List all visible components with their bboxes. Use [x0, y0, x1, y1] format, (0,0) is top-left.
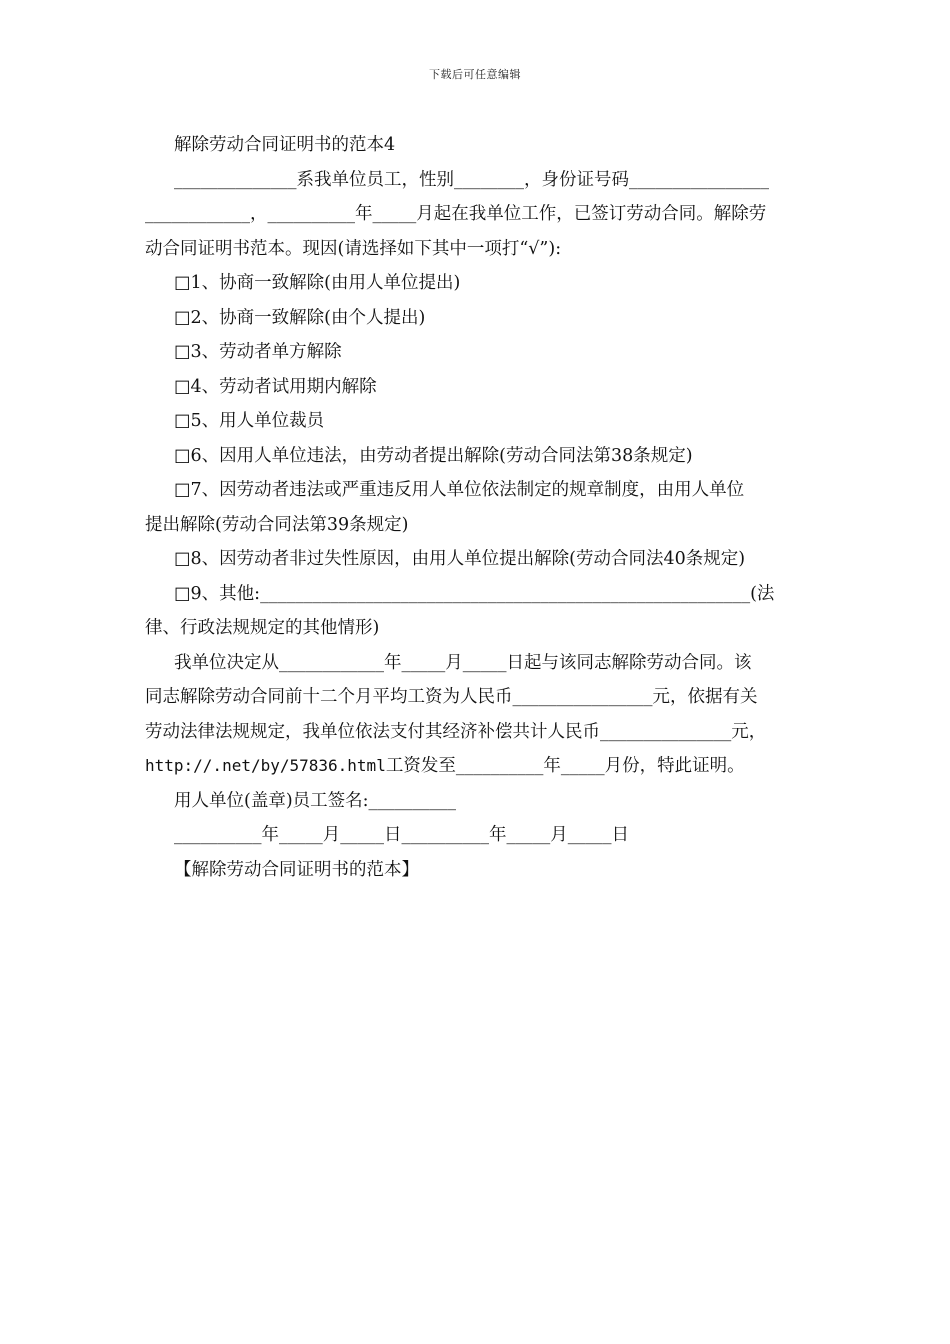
decision-line-1: 我单位决定从____________年_____月_____日起与该同志解除劳动合同。该 — [174, 652, 752, 673]
option-9-line-2: 律、行政法规规定的其他情形) — [145, 618, 380, 638]
option-8: □8、因劳动者非过失性原因，由用人单位提出解除(劳动合同法40条规定) — [174, 549, 746, 569]
footer-title: 【解除劳动合同证明书的范本】 — [174, 859, 419, 880]
page-header-note: 下载后可任意编辑 — [429, 68, 521, 81]
decision-paragraph — [145, 646, 815, 784]
intro-line-2: ____________，__________年_____月起在我单位工作，已签订劳动合同。解除劳 — [145, 204, 767, 224]
decision-url: http://.net/by/57836.html — [145, 756, 386, 775]
document-title: 解除劳动合同证明书的范本4 — [174, 135, 396, 155]
intro-line-1: ______________系我单位员工，性别________，身份证号码________________ — [174, 169, 769, 190]
decision-line-4 — [145, 749, 815, 784]
option-9-line-1: □9、其他:________________________________________________________(法 — [174, 583, 775, 604]
decision-line-3: 劳动法律法规规定，我单位依法支付其经济补偿共计人民币_______________元， — [145, 721, 767, 742]
intro-line-3: 动合同证明书范本。现因(请选择如下其中一项打“√”): — [145, 238, 562, 259]
option-2: □2、协商一致解除(由个人提出) — [174, 307, 426, 328]
document-body — [145, 128, 815, 887]
option-4: □4、劳动者试用期内解除 — [174, 376, 377, 397]
option-7-line-2: 提出解除(劳动合同法第39条规定) — [145, 514, 409, 535]
option-6: □6、因用人单位违法，由劳动者提出解除(劳动合同法第38条规定) — [174, 445, 693, 466]
signature-line: 用人单位(盖章)员工签名:__________ — [174, 790, 457, 811]
option-3: □3、劳动者单方解除 — [174, 342, 342, 362]
date-line: __________年_____月_____日__________年_____月_____日 — [174, 825, 629, 845]
decision-line-2: 同志解除劳动合同前十二个月平均工资为人民币________________元，依据有关 — [145, 687, 758, 707]
intro-paragraph — [145, 163, 815, 267]
option-7-line-1: □7、因劳动者违法或严重违反用人单位依法制定的规章制度，由用人单位 — [174, 480, 745, 500]
decision-line-4-rest: 工资发至__________年_____月份，特此证明。 — [385, 756, 745, 776]
option-1: □1、协商一致解除(由用人单位提出) — [174, 273, 461, 293]
option-list — [145, 266, 815, 646]
option-5: □5、用人单位裁员 — [174, 411, 325, 431]
